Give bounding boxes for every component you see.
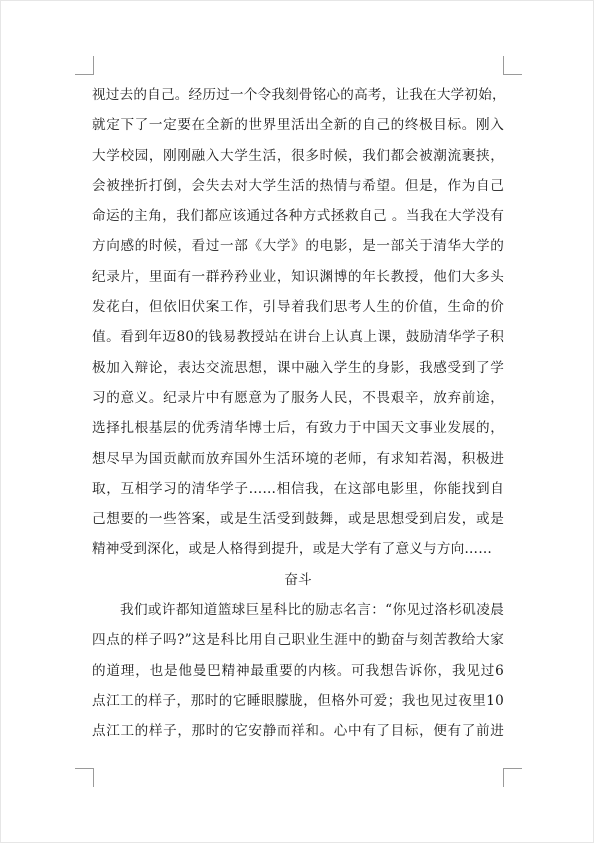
text-line: 方向感的时候，看过一部《大学》的电影，是一部关于清华大学的 xyxy=(92,238,504,255)
crop-mark-bottom-left xyxy=(75,768,94,787)
crop-mark-top-right xyxy=(503,56,522,75)
text-line: 想尽早为国贡献而放弃国外生活环境的老师，有求知若渴，积极进 xyxy=(92,450,504,467)
text-line: 习的意义。纪录片中有愿意为了服务人民，不畏艰辛，放弃前途， xyxy=(92,389,504,406)
text-line: 发花白，但依旧伏案工作，引导着我们思考人生的价值，生命的价 xyxy=(92,299,504,316)
text-line: 精神受到深化，或是人格得到提升，或是大学有了意义与方向…… xyxy=(92,541,493,558)
text-line: 己想要的一些答案，或是生活受到鼓舞，或是思想受到启发，或是 xyxy=(92,511,504,528)
text-line: 大学校园，刚刚融入大学生活，很多时候，我们都会被潮流裹挟， xyxy=(92,147,504,164)
text-line: 的道理，也是他曼巴精神最重要的内核。可我想告诉你，我见过6 xyxy=(92,662,504,679)
text-line: 值。看到年迈80的钱易教授站在讲台上认真上课，鼓励清华学子积 xyxy=(92,329,504,346)
text-line: 选择扎根基层的优秀清华博士后，有致力于中国天文事业发展的， xyxy=(92,420,504,437)
text-line: 会被挫折打倒，会失去对大学生活的热情与希望。但是，作为自己 xyxy=(92,177,504,194)
text-line: 四点的样子吗?”这是科比用自己职业生涯中的勤奋与刻苦教给大家 xyxy=(92,632,504,649)
text-line: 极加入辩论，表达交流思想，课中融入学生的身影，我感受到了学 xyxy=(92,359,504,376)
text-line: 点江工的样子，那时的它安静而祥和。心中有了目标，便有了前进 xyxy=(92,723,504,740)
text-line: 就定下了一定要在全新的世界里活出全新的自己的终极目标。刚入 xyxy=(92,117,504,134)
text-line: 点江工的样子，那时的它睡眼朦胧，但格外可爱；我也见过夜里10 xyxy=(92,692,504,709)
text-line: 取，互相学习的清华学子……相信我，在这部电影里，你能找到自 xyxy=(92,480,504,497)
crop-mark-top-left xyxy=(75,56,94,75)
text-line: 命运的主角，我们都应该通过各种方式拯救自己 。当我在大学没有 xyxy=(92,208,504,225)
document-body xyxy=(92,80,504,747)
section-heading: 奋斗 xyxy=(284,571,312,588)
text-line: 视过去的自己。经历过一个令我刻骨铭心的高考，让我在大学初始， xyxy=(92,87,506,103)
text-line: 我们或许都知道篮球巨星科比的励志名言：“你见过洛杉矶凌晨 xyxy=(120,602,504,619)
text-line: 纪录片，里面有一群矜矜业业，知识渊博的年长教授，他们大多头 xyxy=(92,268,504,285)
crop-mark-bottom-right xyxy=(503,768,522,787)
